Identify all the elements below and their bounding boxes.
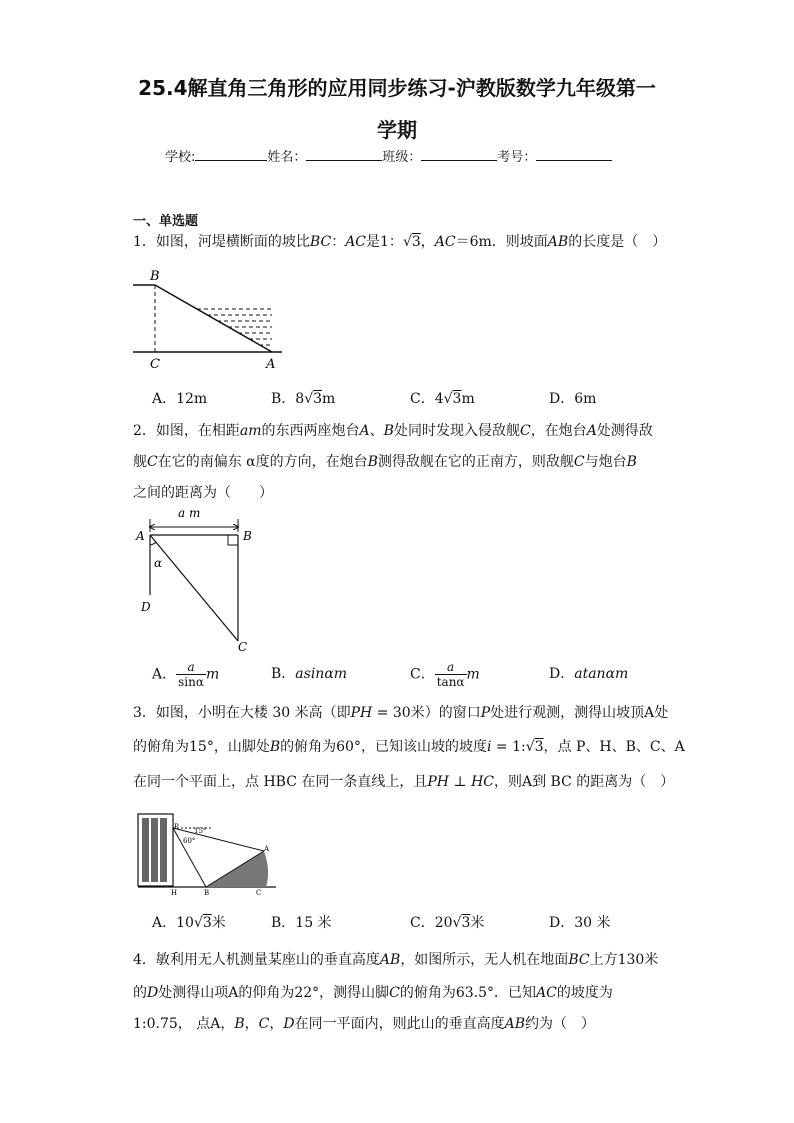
q4-ac: AC [536, 985, 557, 1001]
q4-bc: BC [568, 952, 590, 968]
q2-label-c: C [238, 640, 248, 654]
q3-p: P [480, 705, 491, 721]
q3-figure [136, 811, 286, 896]
q4-l1-c: 上方130米 [589, 952, 659, 968]
q2-label-am: a m [178, 506, 201, 520]
student-info-line [165, 146, 612, 165]
q4-text-line3 [133, 1014, 595, 1034]
q2-l2-b: 在它的南偏东 α度的方向，在炮台 [157, 454, 368, 470]
q3-label-b: B [204, 889, 210, 897]
q2-ac-line [150, 535, 238, 641]
q1-text-d: ＝6m．则坡面 [455, 234, 548, 250]
q3-l3-a: 在同一个平面上，点 HBC 在同一条直线上，且 [133, 774, 428, 790]
q1-label-c: C [150, 357, 160, 372]
q2-l1-e: ，在炮台 [530, 423, 587, 439]
q3-l2-d: ，点 P、H、B、C、A [543, 739, 685, 755]
q2-right-angle [228, 535, 238, 545]
q2-b: B [383, 423, 394, 439]
q1-ac2: AC [434, 234, 456, 250]
q1-slope [155, 285, 272, 352]
q4-l1-a: 4．敏利用无人机测量某座山的垂直高度 [133, 952, 380, 968]
q2-option-b[interactable] [271, 664, 347, 684]
q1-option-c-post: m [461, 391, 475, 407]
q3-label-15: 15° [194, 827, 207, 835]
q2-a2: A [586, 423, 597, 439]
q2-l1-a: 2．如图，在相距 [133, 423, 240, 439]
q2-option-a-num: a [176, 660, 206, 675]
q3-label-a: A [264, 845, 270, 853]
q4-text-line2 [133, 983, 613, 1003]
section-heading: 一、单选题 [133, 214, 199, 229]
q3-perp: PH ⊥ HC [427, 774, 494, 790]
q2-option-a-den: sinα [178, 675, 204, 689]
q2-option-d[interactable] [549, 664, 628, 684]
q1-text-c: ， [420, 234, 435, 250]
q1-option-c-pre: C．4 [410, 391, 444, 407]
q2-text-line3: 之间的距离为（ ） [133, 485, 273, 501]
q2-label-a: A [136, 529, 145, 543]
q2-c2: C [147, 454, 158, 470]
q2-l2-c: 测得敌舰在它的正南方，则敌舰 [377, 454, 574, 470]
q2-text-line1 [133, 421, 653, 441]
q4-l2-d: 的坡度为 [556, 985, 613, 1001]
q1-water [197, 309, 272, 345]
q1-option-c-sqrt: 3 [452, 391, 462, 407]
q2-a: A [359, 423, 370, 439]
q3-text-line2: 的俯角为15°，山脚处B的俯角为60°，已知该山坡的坡度i = 1:√3，点 P、H、B、C、A [133, 739, 685, 755]
name-label: 姓名： [267, 150, 307, 165]
q3-label-c: C [256, 889, 262, 897]
q3-b: B [269, 739, 281, 755]
q2-option-c-fraction [435, 660, 467, 689]
q2-option-b-label: B． [271, 666, 296, 682]
q1-option-b-sqrt: 3 [313, 391, 323, 407]
q3-text-line1 [133, 703, 668, 723]
q2-option-d-expr: atanαm [574, 666, 629, 682]
q2-option-b-expr: asinαm [295, 666, 348, 682]
q1-figure [130, 265, 290, 375]
q3-ph: PH [350, 705, 373, 721]
q1-label-b: B [150, 269, 160, 284]
q3-option-a-post: 米 [211, 915, 226, 931]
q1-option-d[interactable]: D．6m [549, 391, 597, 407]
q2-l1-f: 处测得敌 [596, 423, 653, 439]
q3-l1-a: 3．如图，小明在大楼 30 米高（即 [133, 705, 351, 721]
school-label: 学校: [165, 150, 196, 165]
q2-option-a-label: A． [152, 666, 177, 683]
q3-option-a-pre: A．10 [152, 915, 194, 931]
q2-l1-b: 的东西两座炮台 [261, 423, 360, 439]
exam-no-label: 考号： [497, 150, 537, 165]
q2-l1-d: 处同时发现入侵敌舰 [393, 423, 520, 439]
q2-option-d-label: D． [549, 666, 575, 682]
q4-ab2: AB [504, 1016, 526, 1032]
q3-sqrt: 3 [534, 739, 544, 755]
q2-c3: C [573, 454, 585, 470]
document-title-line2: 学期 [377, 118, 417, 142]
q3-l1-b: = 30米）的窗口 [372, 705, 481, 721]
q2-label-d: D [141, 600, 151, 614]
q4-c2: C [258, 1016, 270, 1032]
q2-b2: B [367, 454, 378, 470]
q3-option-b[interactable]: B．15 米 [271, 915, 332, 931]
q1-text-e: 的长度是（ ） [568, 234, 667, 250]
q2-label-b: B [243, 529, 252, 543]
q3-l2-a: 的俯角为15°，山脚处 [133, 739, 270, 755]
q1-text-a: 1．如图，河堤横断面的坡比 [133, 234, 310, 250]
q2-option-c[interactable] [410, 660, 480, 689]
q3-option-c-pre: C．20 [410, 915, 453, 931]
q3-option-a-sqrt: 3 [202, 915, 212, 931]
q4-l2-c: 的俯角为63.5°．已知 [399, 985, 537, 1001]
q3-option-c[interactable]: C．20√3米 [410, 915, 485, 931]
q2-l2-d: 与炮台 [584, 454, 627, 470]
q2-option-c-den: tanα [436, 675, 465, 689]
q4-l3-b: ， [244, 1016, 259, 1032]
q1-option-a[interactable]: A．12m [152, 391, 208, 407]
q4-l2-a: 的 [133, 985, 147, 1001]
q3-option-a[interactable]: A．10√3米 [152, 915, 226, 931]
q4-l3-c: ， [269, 1016, 284, 1032]
q1-label-a: A [266, 357, 276, 372]
q4-l3-e: 约为（ ） [525, 1016, 596, 1032]
q2-l2-a: 舰 [133, 454, 147, 470]
q2-figure [133, 505, 263, 655]
q1-text: 1．如图，河堤横断面的坡比BC：AC是1：√3，AC＝6m．则坡面AB的长度是（ ） [133, 234, 667, 250]
q4-ab: AB [379, 952, 401, 968]
q3-i: i [486, 739, 492, 755]
q3-label-h: H [171, 889, 178, 897]
q2-option-c-m: m [466, 666, 480, 683]
q3-l1-c: 处进行观测，测得山坡顶A处 [490, 705, 669, 721]
q3-l2-c: = 1: [491, 739, 526, 755]
q4-d2: D [283, 1016, 295, 1032]
q1-colon: ： [331, 234, 346, 250]
q2-text-line2 [133, 452, 637, 472]
q1-ac: AC [345, 234, 367, 250]
q2-option-c-label: C． [410, 666, 435, 683]
q3-text-line3 [133, 772, 674, 792]
school-blank[interactable] [195, 148, 267, 161]
q2-option-c-num: a [435, 660, 467, 675]
q2-option-a[interactable] [152, 660, 219, 689]
q2-am: am [239, 423, 262, 439]
q4-c: C [389, 985, 400, 1001]
q1-bc: BC [309, 234, 332, 250]
q3-label-p: P [174, 823, 179, 831]
class-blank[interactable] [421, 148, 497, 161]
class-label: 班级： [382, 150, 422, 165]
q2-label-alpha: α [154, 556, 163, 570]
q3-option-c-sqrt: 3 [461, 915, 471, 931]
document-title-line1: 25.4解直角三角形的应用同步练习-沪教版数学九年级第一 [138, 76, 656, 100]
q1-option-b-pre: B．8 [271, 391, 305, 407]
name-blank[interactable] [306, 148, 382, 161]
q3-label-60: 60° [183, 837, 196, 845]
q4-l2-b: 处测得山项A的仰角为22°，测得山脚 [158, 985, 390, 1001]
q3-l2-b: 的俯角为60°，已知该山坡的坡度 [280, 739, 487, 755]
q4-text-line1 [133, 950, 658, 970]
q1-sqrt: 3 [411, 234, 421, 250]
q4-l3-a: 1:0.75， 点A， [133, 1016, 235, 1032]
q1-option-c[interactable]: C．4√3m [410, 391, 475, 407]
q2-c: C [519, 423, 531, 439]
q1-option-b-post: m [322, 391, 336, 407]
q2-b3: B [626, 454, 637, 470]
q4-l3-d: 在同一平面内，则此山的垂直高度 [294, 1016, 505, 1032]
q1-option-b[interactable]: B．8√3m [271, 391, 336, 407]
q3-option-d[interactable]: D．30 米 [549, 915, 611, 931]
q2-option-a-fraction [176, 660, 206, 689]
q3-option-c-post: 米 [470, 915, 485, 931]
q3-l3-b: ，则A到 BC 的距离为（ ） [494, 774, 675, 790]
q1-text-b: 是1： [366, 234, 403, 250]
q2-l1-c: 、 [369, 423, 384, 439]
q3-building-windows [142, 818, 167, 882]
q2-option-a-m: m [205, 666, 220, 683]
q2-alpha-arc [150, 542, 156, 545]
q4-b: B [234, 1016, 245, 1032]
q4-l1-b: ，如图所示，无人机在地面 [400, 952, 569, 968]
exam-no-blank[interactable] [536, 148, 612, 161]
q1-ab: AB [547, 234, 569, 250]
q4-d: D [147, 985, 159, 1001]
